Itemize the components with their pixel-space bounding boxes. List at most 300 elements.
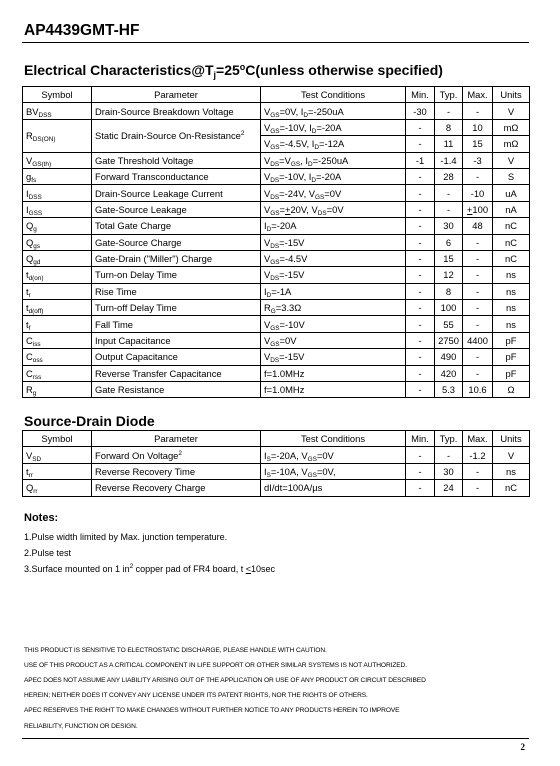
parameter-text: Total Gate Charge [95, 220, 172, 232]
cond-text: =-1A [271, 285, 292, 297]
symbol-sub: DSS [38, 111, 52, 119]
min-cell: - [406, 119, 435, 135]
cond-sub: GS [270, 144, 280, 152]
symbol-main: t [26, 285, 29, 297]
parameter-text: Fall Time [95, 318, 134, 330]
symbol-sub: f [28, 324, 31, 332]
electrical-characteristics-heading [24, 62, 443, 78]
source-drain-table [22, 430, 530, 497]
min-cell: - [406, 185, 435, 201]
table-row [23, 201, 530, 217]
min-cell: - [406, 283, 435, 299]
symbol-main: R [26, 130, 33, 142]
parameter-text: Static Drain-Source On-Resistance [95, 130, 241, 142]
symbol-cell [23, 316, 92, 332]
heading-text-c: C(unless otherwise specified) [245, 62, 443, 78]
symbol-cell [23, 201, 92, 217]
table-row [23, 283, 530, 299]
cond-sub: S [266, 455, 271, 463]
table-row [23, 119, 530, 135]
min-cell: - [406, 250, 435, 266]
parameter-cell [92, 185, 261, 201]
symbol-cell [23, 463, 92, 479]
symbol-sub: g [32, 390, 37, 398]
cond-sub: DS [270, 160, 280, 168]
typ-cell: 12 [435, 267, 463, 283]
cond-text: =0V [279, 335, 297, 347]
min-cell: - [406, 382, 435, 398]
cond-sub: S [266, 471, 271, 479]
symbol-main: I [26, 187, 29, 199]
parameter-cell [92, 382, 261, 398]
symbol-sub: SD [32, 455, 42, 463]
typ-cell: 24 [435, 480, 463, 496]
cond-sub: GS [307, 471, 317, 479]
cond-text: =V [279, 154, 291, 166]
cond-text: I [264, 449, 267, 461]
typ-cell: - [435, 185, 463, 201]
unit-cell: nC [493, 480, 530, 496]
cond-sub: GS [270, 259, 280, 267]
symbol-main: I [26, 203, 29, 215]
typ-cell: 55 [435, 316, 463, 332]
typ-cell: 490 [435, 349, 463, 365]
cond-text: V [264, 269, 271, 281]
symbol-sub: d(on) [28, 275, 44, 283]
unit-cell: S [493, 168, 530, 184]
table-row [23, 103, 530, 119]
parameter-text: Drain-Source Leakage Current [95, 187, 223, 199]
cond-sub: DS [270, 275, 280, 283]
typ-cell: 420 [435, 365, 463, 381]
col-min: Min. [406, 87, 435, 103]
parameter-cell [92, 365, 261, 381]
min-cell: - [406, 332, 435, 348]
cond-text: =-4.5V [279, 253, 308, 265]
col-symbol: Symbol [23, 431, 92, 447]
unit-cell: V [493, 103, 530, 119]
symbol-sub: oss [32, 357, 43, 365]
cond-sub: DS [317, 209, 327, 217]
table-row [23, 234, 530, 250]
typ-cell: - [435, 201, 463, 217]
parameter-cell [92, 300, 261, 316]
parameter-text: Gate Threshold Voltage [95, 154, 194, 166]
conditions-cell [261, 382, 406, 398]
symbol-sub: gd [33, 259, 41, 267]
max-cell: - [463, 168, 493, 184]
typ-cell: 15 [435, 250, 463, 266]
unit-cell: nC [493, 234, 530, 250]
symbol-cell [23, 267, 92, 283]
unit-cell: uA [493, 185, 530, 201]
min-cell: - [406, 300, 435, 316]
symbol-main: g [26, 171, 32, 183]
unit-cell: V [493, 152, 530, 168]
max-cell: - [463, 349, 493, 365]
cond-text: =0V, [316, 465, 336, 477]
symbol-cell [23, 382, 92, 398]
symbol-cell [23, 234, 92, 250]
max-cell: - [463, 365, 493, 381]
legal-line-6: RELIABILITY, FUNCTION OR DESIGN. [24, 723, 138, 730]
parameter-cell [92, 103, 261, 119]
cond-text: =-250uA [312, 154, 349, 166]
symbol-cell [23, 300, 92, 316]
parameter-text: Forward On Voltage [95, 449, 179, 461]
note-3 [24, 564, 275, 574]
symbol-main: t [26, 269, 29, 281]
cond-sub: D [303, 111, 309, 119]
col-max: Max. [463, 87, 493, 103]
min-cell: -30 [406, 103, 435, 119]
typ-cell: 5.3 [435, 382, 463, 398]
parameter-text: Gate-Drain ("Miller") Charge [95, 253, 213, 265]
conditions-cell [261, 119, 406, 135]
parameter-note-ref: 2 [240, 130, 245, 138]
conditions-cell [261, 349, 406, 365]
col-units: Units [493, 431, 530, 447]
cond-text: V [264, 154, 271, 166]
symbol-main: Q [26, 253, 34, 265]
table-row [23, 382, 530, 398]
cond-text: dI/dt=100A/µs [264, 482, 323, 494]
symbol-sub: GSS [28, 209, 43, 217]
max-cell: 15 [463, 136, 493, 152]
conditions-cell [261, 332, 406, 348]
max-cell: 4400 [463, 332, 493, 348]
unit-cell: Ω [493, 382, 530, 398]
max-cell: 10 [463, 119, 493, 135]
parameter-cell [92, 234, 261, 250]
unit-cell: ns [493, 267, 530, 283]
heading-sub: j [213, 70, 217, 80]
unit-cell: mΩ [493, 136, 530, 152]
symbol-sub: rr [28, 471, 33, 479]
conditions-cell [261, 365, 406, 381]
cond-sub: D [311, 177, 317, 185]
symbol-main: R [26, 384, 33, 396]
unit-cell: ns [493, 300, 530, 316]
parameter-cell [92, 267, 261, 283]
max-cell: - [463, 480, 493, 496]
typ-cell: - [435, 103, 463, 119]
conditions-cell [261, 234, 406, 250]
cond-text: f=1.0MHz [264, 367, 305, 379]
min-cell: - [406, 365, 435, 381]
cond-text: =-15V [279, 236, 305, 248]
unit-cell: nC [493, 218, 530, 234]
unit-cell: pF [493, 349, 530, 365]
symbol-cell [23, 349, 92, 365]
typ-cell: 8 [435, 283, 463, 299]
cond-text: V [264, 236, 271, 248]
cond-sub: GS [270, 324, 280, 332]
cond-text: I [264, 220, 267, 232]
parameter-text: Input Capacitance [95, 335, 171, 347]
cond-text: V [264, 138, 271, 150]
symbol-sub: r [28, 291, 31, 299]
parameter-cell [92, 480, 261, 496]
min-cell: - [406, 463, 435, 479]
parameter-text: Drain-Source Breakdown Voltage [95, 105, 234, 117]
cond-sub: GS [270, 341, 280, 349]
symbol-sub: g [33, 226, 37, 234]
unit-cell: ns [493, 283, 530, 299]
conditions-cell [261, 267, 406, 283]
min-cell: - [406, 136, 435, 152]
col-typ: Typ. [435, 431, 463, 447]
cond-sub: D [266, 291, 272, 299]
parameter-cell [92, 283, 261, 299]
electrical-characteristics-body [23, 103, 530, 398]
part-number-title: AP4439GMT-HF [24, 22, 140, 39]
symbol-cell [23, 103, 92, 119]
cond-text: V [264, 335, 271, 347]
parameter-text: Gate-Source Charge [95, 236, 182, 248]
cond-sub: DS [270, 242, 280, 250]
symbol-main: BV [26, 105, 39, 117]
conditions-cell [261, 316, 406, 332]
cond-text: =-10V [279, 318, 305, 330]
col-symbol: Symbol [23, 87, 92, 103]
conditions-cell [261, 300, 406, 316]
cond-sub: GS [270, 127, 280, 135]
cond-text: =-10A, V [270, 465, 308, 477]
min-cell: - [406, 349, 435, 365]
note-1: 1.Pulse width limited by Max. junction temperature. [24, 532, 228, 542]
cond-sub: D [266, 226, 272, 234]
max-plusminus: + [466, 203, 473, 215]
symbol-cell [23, 185, 92, 201]
conditions-cell [261, 103, 406, 119]
heading-text-a: Electrical Characteristics@T [24, 62, 214, 78]
unit-cell: nC [493, 250, 530, 266]
symbol-cell [23, 283, 92, 299]
table-row [23, 447, 530, 463]
parameter-text: Gate Resistance [95, 384, 165, 396]
cond-text: R [264, 302, 271, 314]
cond-text: 20V, V [290, 203, 318, 215]
symbol-main: t [26, 302, 29, 314]
cond-sub: D [307, 160, 313, 168]
table-header-row [23, 87, 530, 103]
cond-sub: GS [270, 209, 280, 217]
symbol-cell [23, 168, 92, 184]
unit-cell: ns [493, 316, 530, 332]
cond-text: =3.3Ω [275, 302, 302, 314]
table-row [23, 185, 530, 201]
parameter-text: Rise Time [95, 285, 137, 297]
parameter-text: Reverse Recovery Time [95, 465, 196, 477]
cond-text: V [264, 253, 271, 265]
max-cell: -10 [463, 185, 493, 201]
unit-cell: V [493, 447, 530, 463]
parameter-text: Turn-off Delay Time [95, 302, 177, 314]
legal-line-5: APEC RESERVES THE RIGHT TO MAKE CHANGES WITHOUT FURTHER NOTICE TO ANY PRODUCTS HEREIN TO IMPROVE [24, 707, 400, 714]
max-value: 100 [472, 203, 489, 215]
typ-cell: - [435, 447, 463, 463]
table-row [23, 218, 530, 234]
symbol-main: Q [26, 236, 34, 248]
conditions-cell [261, 463, 406, 479]
col-min: Min. [406, 431, 435, 447]
cond-text: =-12A [318, 138, 345, 150]
min-cell: - [406, 480, 435, 496]
legal-line-1: THIS PRODUCT IS SENSITIVE TO ELECTROSTATIC DISCHARGE, PLEASE HANDLE WITH CAUTION. [24, 647, 327, 654]
parameter-text: Forward Transconductance [95, 171, 209, 183]
symbol-main: V [26, 154, 33, 166]
conditions-cell [261, 283, 406, 299]
cond-text: =0V [316, 449, 334, 461]
col-max: Max. [463, 431, 493, 447]
note-3d: 10sec [250, 564, 276, 574]
cond-text: V [264, 318, 271, 330]
cond-text: , I [300, 154, 308, 166]
legal-line-2: USE OF THIS PRODUCT AS A CRITICAL COMPONENT IN LIFE SUPPORT OR OTHER SIMILAR SYSTEMS IS NOT AUTHORIZED. [24, 662, 407, 669]
symbol-main: Q [26, 220, 34, 232]
cond-text: =-20A [316, 171, 342, 183]
typ-cell: 8 [435, 119, 463, 135]
table-row [23, 300, 530, 316]
min-cell: - [406, 447, 435, 463]
symbol-main: t [26, 465, 29, 477]
parameter-cell [92, 447, 261, 463]
unit-cell: pF [493, 332, 530, 348]
cond-text: =0V, I [279, 105, 304, 117]
max-cell: 10.6 [463, 382, 493, 398]
unit-cell: ns [493, 463, 530, 479]
cond-text: =-20A [316, 121, 342, 133]
parameter-cell [92, 463, 261, 479]
table-row [23, 365, 530, 381]
cond-plusminus: + [284, 203, 291, 215]
max-cell: - [463, 300, 493, 316]
symbol-cell [23, 218, 92, 234]
source-drain-heading: Source-Drain Diode [24, 413, 155, 429]
cond-sub: DS [270, 357, 280, 365]
col-parameter: Parameter [92, 87, 261, 103]
unit-cell: pF [493, 365, 530, 381]
parameter-cell [92, 316, 261, 332]
min-cell: - [406, 201, 435, 217]
cond-text: =-10V, I [279, 171, 312, 183]
cond-text: =-20A [271, 220, 297, 232]
typ-cell: 30 [435, 218, 463, 234]
col-conditions: Test Conditions [261, 431, 406, 447]
conditions-cell [261, 480, 406, 496]
parameter-text: Gate-Source Leakage [95, 203, 187, 215]
cond-text: =0V [324, 187, 342, 199]
symbol-cell [23, 250, 92, 266]
note-3a: 3.Surface mounted on 1 in [24, 564, 130, 574]
symbol-sub: DS(ON) [32, 136, 56, 144]
page-number: 2 [520, 742, 525, 752]
max-cell: -1.2 [463, 447, 493, 463]
parameter-text: Output Capacitance [95, 351, 178, 363]
note-3b: copper pad of FR4 board, t [133, 564, 246, 574]
symbol-sub: d(off) [28, 308, 44, 316]
max-cell: - [463, 463, 493, 479]
symbol-sub: GS(th) [32, 160, 52, 168]
note-3-lt: < [245, 564, 251, 574]
typ-cell: 2750 [435, 332, 463, 348]
cond-text: =-24V, V [279, 187, 316, 199]
min-cell: -1 [406, 152, 435, 168]
symbol-cell [23, 365, 92, 381]
symbol-sub: rr [33, 488, 38, 496]
cond-sub: D [314, 144, 319, 152]
conditions-cell [261, 136, 406, 152]
min-cell: - [406, 168, 435, 184]
table-row [23, 267, 530, 283]
cond-text: V [264, 121, 271, 133]
parameter-cell [92, 201, 261, 217]
col-conditions: Test Conditions [261, 87, 406, 103]
cond-sub: GS [315, 193, 325, 201]
conditions-cell [261, 201, 406, 217]
heading-text-b: =25 [216, 62, 240, 78]
typ-cell: 6 [435, 234, 463, 250]
symbol-cell [23, 480, 92, 496]
footer-divider [22, 738, 529, 739]
max-cell: - [463, 267, 493, 283]
parameter-cell [92, 218, 261, 234]
unit-cell: nA [493, 201, 530, 217]
cond-sub: DS [270, 193, 280, 201]
cond-text: V [264, 351, 271, 363]
symbol-cell [23, 119, 92, 152]
parameter-cell [92, 349, 261, 365]
table-row [23, 332, 530, 348]
table-row [23, 152, 530, 168]
max-cell: 48 [463, 218, 493, 234]
cond-text: =-15V [279, 351, 305, 363]
cond-sub: D [311, 127, 317, 135]
symbol-sub: iss [32, 341, 41, 349]
col-typ: Typ. [435, 87, 463, 103]
legal-line-4: HEREIN; NEITHER DOES IT CONVEY ANY LICENSE UNDER ITS PATENT RIGHTS, NOR THE RIGHTS OF OTHERS. [24, 692, 368, 699]
note-3-sup: 2 [129, 563, 134, 570]
cond-text: V [264, 105, 271, 117]
parameter-cell [92, 250, 261, 266]
cond-text: V [264, 203, 271, 215]
typ-cell: 11 [435, 136, 463, 152]
electrical-characteristics-table [22, 86, 530, 398]
symbol-sub: fs [31, 177, 37, 185]
typ-cell: -1.4 [435, 152, 463, 168]
parameter-cell [92, 152, 261, 168]
conditions-cell [261, 218, 406, 234]
table-row [23, 250, 530, 266]
cond-text: =-4.5V, I [279, 138, 315, 150]
max-cell [463, 201, 493, 217]
symbol-main: C [26, 335, 33, 347]
notes-title: Notes: [24, 512, 59, 524]
col-units: Units [493, 87, 530, 103]
title-divider [22, 42, 529, 43]
cond-text: V [264, 171, 271, 183]
cond-text: I [264, 285, 267, 297]
max-cell: - [463, 283, 493, 299]
max-cell: - [463, 103, 493, 119]
source-drain-body [23, 447, 530, 496]
table-row [23, 463, 530, 479]
cond-sub: GS [290, 160, 301, 168]
cond-text: =-15V [279, 269, 305, 281]
symbol-cell [23, 447, 92, 463]
table-row [23, 349, 530, 365]
